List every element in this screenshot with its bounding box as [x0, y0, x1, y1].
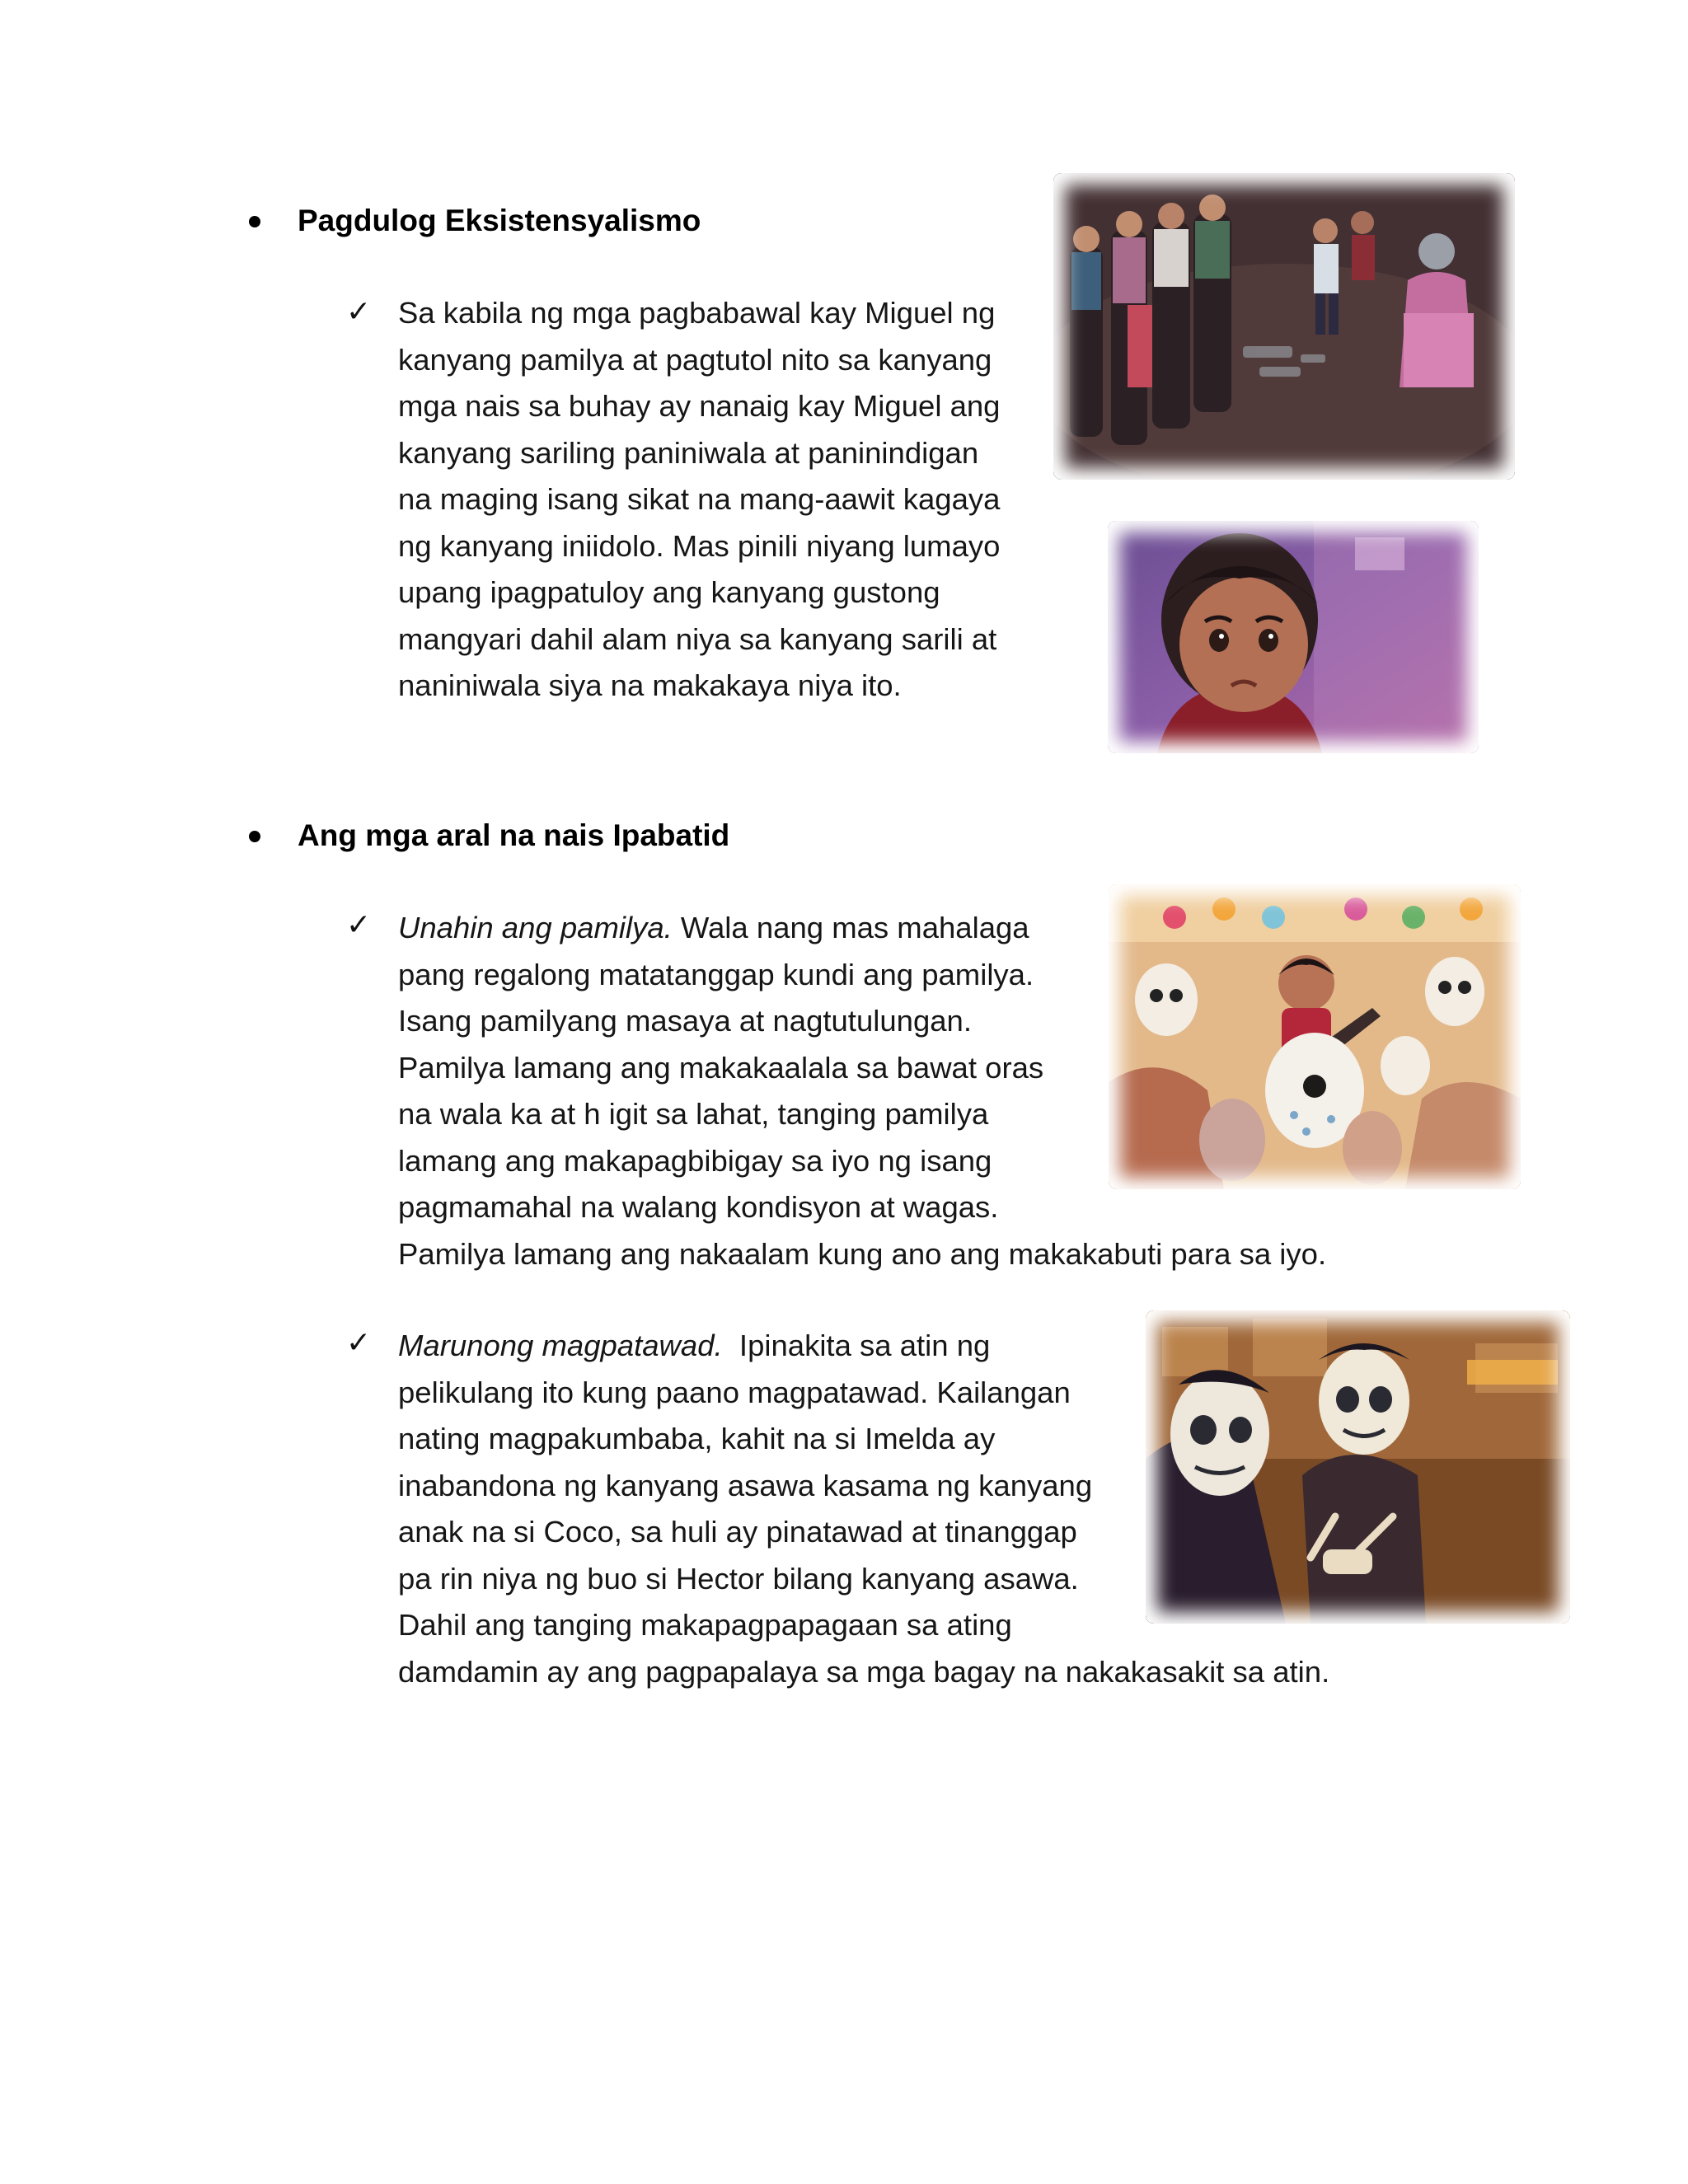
- miguel-closeup-image: [1108, 521, 1479, 753]
- text-line: kanyang sariling paniniwala at paninindigan: [398, 435, 979, 470]
- checkmark-icon: ✓: [346, 295, 372, 329]
- text-line: Sa kabila ng mga pagbabawal kay Miguel ng: [398, 296, 996, 330]
- text-line: pa rin niya ng buo si Hector bilang kanyang asawa.: [398, 1561, 1079, 1596]
- text-line: Pamilya lamang ang nakaalam kung ano ang makakabuti para sa iyo.: [398, 1236, 1327, 1271]
- paragraph-eksistensyalismo: [398, 290, 1000, 710]
- text-line: na wala ka at h igit sa lahat, tanging pamilya: [398, 1097, 989, 1131]
- text-line: damdamin ay ang pagpapalaya sa mga bagay na nakakasakit sa atin.: [398, 1654, 1330, 1689]
- text-line: naniniwala siya na makakaya niya ito.: [398, 668, 902, 702]
- text-line: pagmamahal na walang kondisyon at wagas.: [398, 1190, 999, 1224]
- text-line: Dahil ang tanging makapagpapagaan sa ating: [398, 1608, 1012, 1642]
- text-line: Pamilya lamang ang makakaalala sa bawat oras: [398, 1050, 1044, 1085]
- family-guitar-image: [1109, 884, 1521, 1189]
- text-line: kanyang pamilya at pagtutol nito sa kanyang: [398, 342, 992, 377]
- text-run: Wala nang mas mahalaga: [672, 911, 1029, 944]
- text-line: nating magpakumbaba, kahit na si Imelda ay: [398, 1422, 996, 1455]
- text-line: inabandona ng kanyang asawa kasama ng kanyang: [398, 1468, 1093, 1502]
- text-run: Ipinakita sa atin ng: [722, 1329, 991, 1362]
- skeleton-couple-image: [1146, 1310, 1570, 1624]
- family-scene-image: [1053, 173, 1515, 480]
- checkmark-icon: ✓: [346, 1326, 372, 1360]
- italic-lead: Marunong magpatawad.: [398, 1329, 723, 1362]
- text-line: Isang pamilyang masaya at nagtutulungan.: [398, 1004, 972, 1038]
- text-line: anak na si Coco, sa huli ay pinatawad at tinanggap: [398, 1515, 1077, 1549]
- section-heading-aral: Ang mga aral na nais Ipabatid: [298, 818, 730, 852]
- italic-lead: Unahin ang pamilya.: [398, 911, 673, 944]
- text-line: mga nais sa buhay ay nanaig kay Miguel ang: [398, 389, 1001, 423]
- text-line: upang ipagpatuloy ang kanyang gustong: [398, 575, 940, 609]
- text-line: pang regalong matatanggap kundi ang pamilya.: [398, 957, 1034, 991]
- checkmark-icon: ✓: [346, 908, 372, 942]
- bullet-icon: [249, 216, 260, 227]
- text-line: lamang ang makapagbibigay sa iyo ng isang: [398, 1143, 992, 1178]
- text-line: pelikulang ito kung paano magpatawad. Kailangan: [398, 1375, 1071, 1409]
- bullet-icon: [249, 831, 260, 842]
- text-line: mangyari dahil alam niya sa kanyang sarili at: [398, 621, 997, 656]
- text-line: ng kanyang iniidolo. Mas pinili niyang lumayo: [398, 528, 1001, 563]
- section-heading-eksistensyalismo: Pagdulog Eksistensyalismo: [298, 204, 701, 237]
- text-line: na maging isang sikat na mang-aawit kagaya: [398, 482, 1001, 516]
